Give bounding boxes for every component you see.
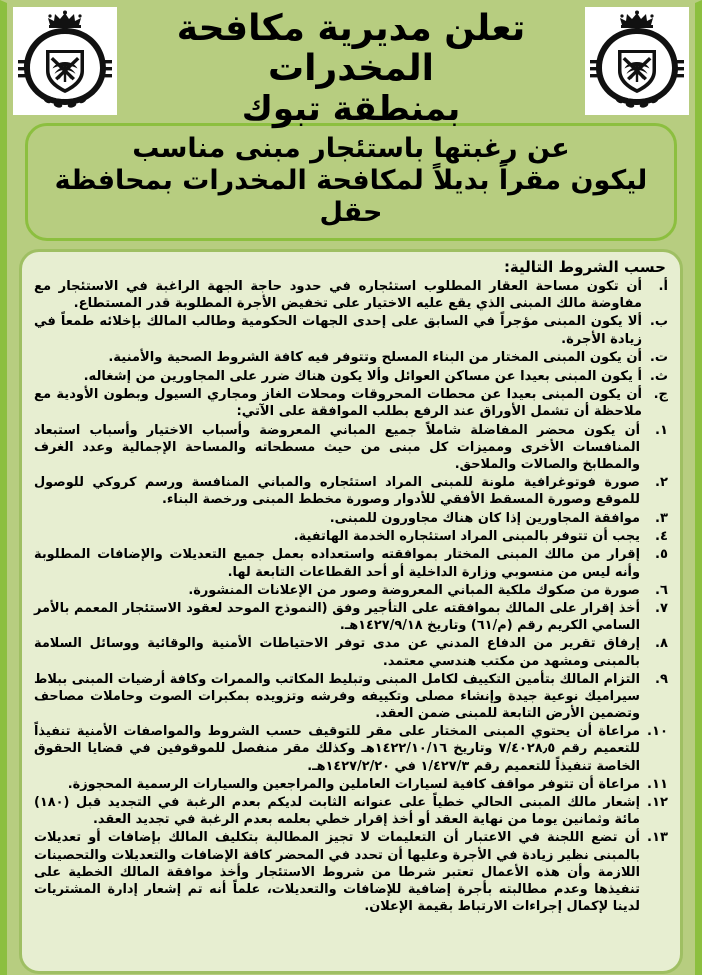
list-item-marker: ج. bbox=[653, 387, 668, 403]
list-item-text: إقرار من مالك المبنى المختار بموافقته واستعداده بعمل جميع التعديلات والإضافات المطلوبة وأنه ليس من منسوبي وزارة الداخلية أو أحد القطاعات التابعة لها. bbox=[34, 547, 640, 580]
list-item bbox=[34, 422, 668, 473]
list-item-marker: ب. bbox=[649, 314, 668, 330]
list-item-marker: ٦. bbox=[655, 582, 668, 598]
saudi-ministry-of-interior-emblem-icon bbox=[589, 10, 685, 112]
list-item bbox=[34, 829, 668, 915]
list-item bbox=[34, 313, 668, 348]
list-item bbox=[34, 368, 668, 385]
list-item bbox=[34, 278, 668, 313]
list-item bbox=[34, 474, 668, 508]
page-title-line2: بمنطقة تبوك bbox=[241, 88, 461, 129]
list-item-marker: ٥. bbox=[655, 547, 668, 563]
list-item-marker: ث. bbox=[649, 368, 668, 384]
list-item-text: يجب أن تتوفر بالمبنى المراد استئجاره الخدمة الهاتفية. bbox=[293, 529, 640, 545]
list-item-text: إرفاق تقرير من الدفاع المدني عن مدى توفر الاحتياطات الأمنية والوقائية ووسائل السلامة بالمبنى ومشهد من مكتب هندسي معتمد. bbox=[34, 636, 640, 669]
list-item-marker: ٨. bbox=[655, 636, 668, 652]
list-item-text: أن يكون محضر المفاضلة شاملاً جميع المباني المعروضة وأسباب الاختيار وأسباب استبعاد المنافسات الأخرى ومميزات كل مبنى من حيث مسطحاته والمساحة الإجمالية وعدد الغرف والمطابخ والصالات والملاحق. bbox=[34, 422, 640, 473]
list-item-text: أخذ إقرار على المالك بموافقته على التأجير وفق (النموذج الموحد لعقود الاستئجار المعمم بالأمر السامي الكريم رقم (م/٦١) وتاريخ ١٤٢٧/٩/١٨هـ. bbox=[34, 601, 640, 634]
list-item-text: أن يكون المبنى المختار من البناء المسلح وتتوفر فيه كافة الشروط الصحية والأمنية. bbox=[108, 350, 642, 366]
list-item-marker: ٢. bbox=[655, 475, 668, 491]
list-item bbox=[34, 349, 668, 366]
list-item bbox=[34, 546, 668, 580]
list-item bbox=[34, 510, 668, 527]
list-item bbox=[34, 776, 668, 793]
list-item-text: أن تكون مساحة العقار المطلوب استئجاره في حدود حاجة الجهة الراغبة في الاستئجار مع مفاوضة مالك المبنى الذي يقع عليه الاختيار على تخفيض الأجرة المطلوبة قدر المستطاع. bbox=[34, 278, 642, 311]
list-item-text: أ يكون المبنى بعيدا عن مساكن العوائل وألا يكون هناك ضرر على المجاورين من إشغاله. bbox=[83, 368, 642, 384]
list-item bbox=[34, 635, 668, 669]
numbered-conditions-list bbox=[34, 422, 668, 915]
list-item-marker: ١٣. bbox=[647, 830, 668, 846]
list-item-marker: ٤. bbox=[655, 529, 668, 545]
list-item bbox=[34, 671, 668, 722]
list-item bbox=[34, 528, 668, 545]
list-item-text: أن تضع اللجنة في الاعتبار أن التعليمات لا تجيز المطالبة بتكليف المالك بإضافات أو تعديلات بالمبنى نظير زيادة في الأجرة وعليها أن تحدد في المحضر كافة الإضافات والتعديلات والتحصينات اللازمة وأن هذه الأعمال تعتبر شرطا من شروط الاستئجار وأخذ موافقة المالك الخطية على تنفيذها وعدم مطالبته بأجرة إضافية للإضافات والتعديلات، علماً أنه تم إشعار إدارة المشتريات لدينا لإكمال إجراءات الارتباط بقيمة الإعلان. bbox=[34, 830, 640, 915]
list-item bbox=[34, 723, 668, 774]
subtitle-panel bbox=[25, 123, 677, 241]
list-item-text: مراعاة أن تتوفر مواقف كافية لسيارات العاملين والمراجعين والسيارات الرسمية المحجوزة. bbox=[67, 776, 640, 792]
list-item-text: مراعاة أن يحتوي المبنى المختار على مقر للتوقيف حسب الشروط والمواصفات الأمنية تنفيذاً للتعميم رقم ٧/٤٠٢٨٫٥ وتاريخ ١٤٢٢/١٠/١٦هـ وكذلك مقر منفصل للموقوفين في قضايا الحقوق الخاصة تنفيذاً للتعميم رقم ١/٤٢٧/٣ في ١٤٢٧/٢/٢٠هـ. bbox=[34, 724, 640, 774]
list-item-marker: ١١. bbox=[647, 776, 668, 792]
list-item-text: صورة من صكوك ملكية المباني المعروضة وصور من الإعلانات المنشورة. bbox=[188, 582, 640, 598]
subtitle-line1: عن رغبتها باستئجار مبنى مناسب bbox=[132, 133, 570, 164]
lettered-conditions-list bbox=[34, 278, 668, 421]
list-item-text: صورة فوتوغرافية ملونة للمبنى المراد استئجاره والمباني المنافسة ورسم كروكي للوصول للموقع وصورة المسقط الأفقي للأدوار وصورة مخطط المبنى ورخصة البناء. bbox=[34, 475, 640, 508]
subtitle-line2: ليكون مقراً بديلاً لمكافحة المخدرات بمحافظة حقل bbox=[54, 164, 648, 228]
emblem-right bbox=[585, 7, 689, 115]
list-item-text: ألا يكون المبنى مؤجراً في السابق على إحدى الجهات الحكومية وطالب المالك بإخلائه طمعاً في زيادة الأجرة. bbox=[34, 314, 642, 347]
list-item-marker: ١٢. bbox=[647, 795, 668, 811]
list-item-marker: ١٠. bbox=[647, 724, 668, 740]
list-item-text: التزام المالك بتأمين التكييف لكامل المبنى وتبليط المكاتب والممرات وكافة أرضيات المبنى ببلاط سيراميك نوعية جيدة وإنشاء مصلى وتكييفه وفرشه وتزويده بمكبرات الصوت وحاملات مصاحف وتضمين الأرض التابعة للمبنى ضمن العقد. bbox=[34, 671, 640, 722]
conditions-panel bbox=[19, 249, 683, 974]
list-item-marker: ت. bbox=[649, 350, 668, 366]
conditions-heading: حسب الشروط التالية: bbox=[503, 257, 666, 276]
saudi-ministry-of-interior-emblem-icon bbox=[17, 10, 113, 112]
page-title bbox=[117, 7, 585, 128]
emblem-left bbox=[13, 7, 117, 115]
list-item bbox=[34, 794, 668, 828]
list-item-marker: أ. bbox=[658, 278, 668, 294]
list-item bbox=[34, 582, 668, 599]
list-item-text: موافقة المجاورين إذا كان هناك مجاورون للمبنى. bbox=[329, 510, 640, 526]
list-item-marker: ٩. bbox=[655, 671, 668, 687]
page-header bbox=[7, 3, 695, 129]
list-item-marker: ١. bbox=[655, 422, 668, 438]
list-item bbox=[34, 386, 668, 421]
list-item bbox=[34, 600, 668, 634]
list-item-marker: ٧. bbox=[655, 601, 668, 617]
list-item-marker: ٣. bbox=[655, 510, 668, 526]
list-item-text: إشعار مالك المبنى الحالي خطياً على عنوانه الثابت لديكم بعدم الرغبة في التجديد قبل (١٨٠) مائة وثمانين يوما من نهاية العقد أو أخذ إقرار خطي بعلمه بعدم الرغبة في تجديد العقد. bbox=[34, 795, 640, 828]
list-item-text: أن يكون المبنى بعيدا عن محطات المحروقات ومحلات الغاز ومجاري السيول وبطون الأودية مع ملاحظة أن تشمل الأوراق عند الرفع بطلب الموافقة على الآتي: bbox=[34, 387, 642, 420]
page-title-line1: تعلن مديرية مكافحة المخدرات bbox=[176, 8, 526, 90]
